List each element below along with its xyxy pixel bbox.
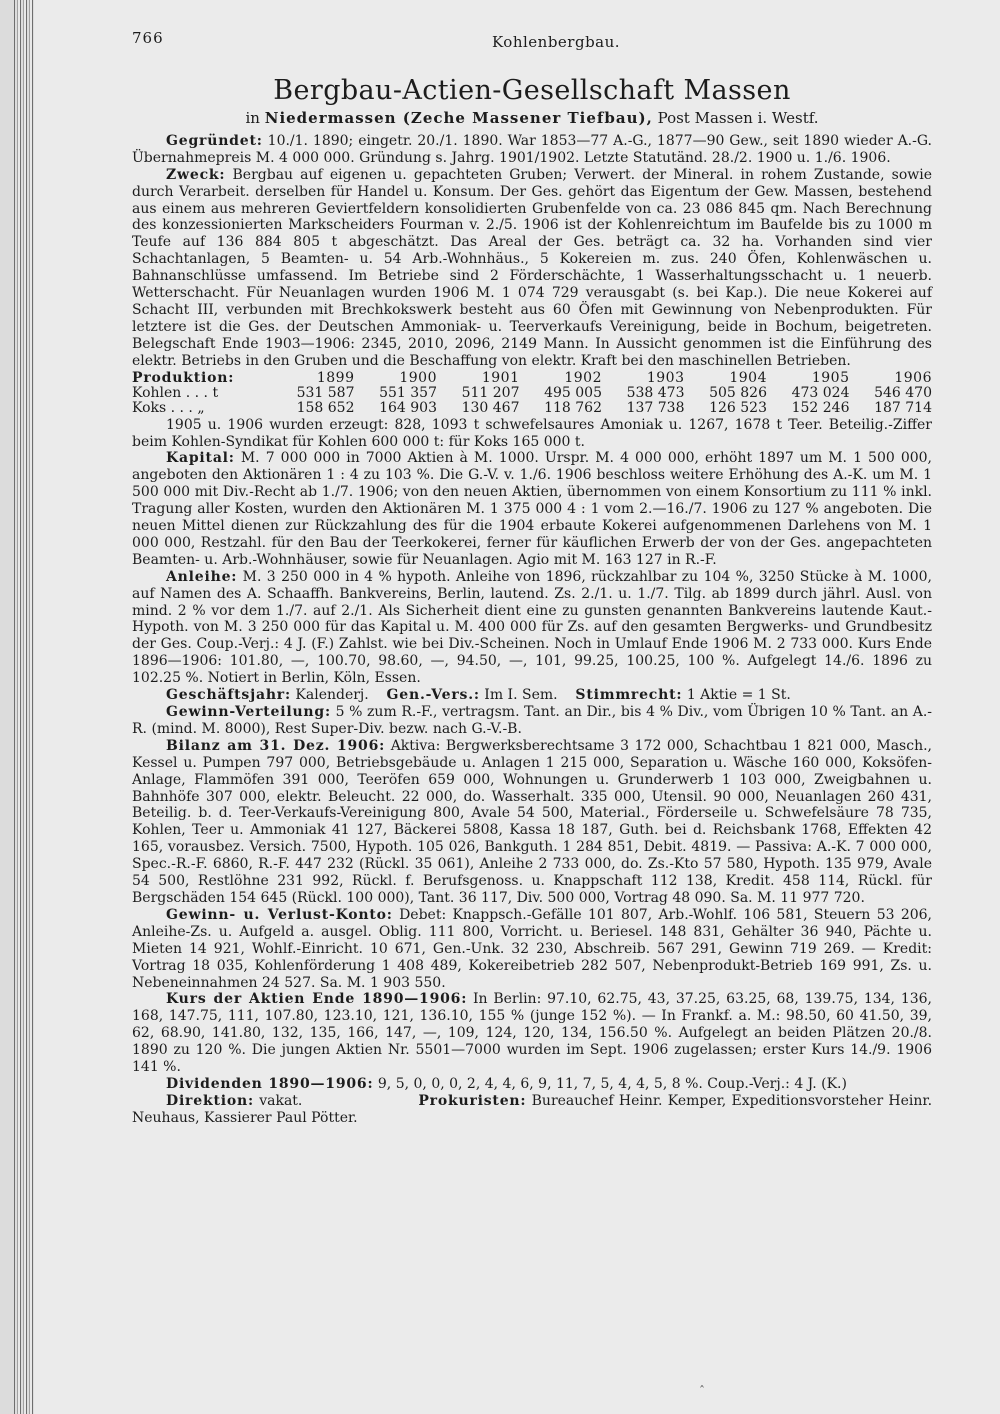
company-title: Bergbau-Actien-Gesellschaft Massen [273,75,791,106]
section-geschaeftsjahr [132,687,932,704]
table-cell: 130 467 [461,399,520,416]
year-cell: 1904 [729,369,767,386]
table-cell: 137 738 [626,399,685,416]
year-cell: 1905 [811,369,850,386]
text-direktion: vakat. [259,1092,303,1109]
label-stimmrecht: Stimmrecht: [575,687,683,704]
table-row [132,386,932,401]
text-zweck: Bergbau auf eigenen u. gepachteten Gruben; Verwert. der Mineral. in rohem Zustande, sowie durch Verarbeit. derselben für Handel u. Konsum. Der Ges. gehört das Eigentum der Gew. Massen, bestehend aus einem aus mehreren Geviertfeldern konsolidierten Grubenfelde von ca. 23 086 845 qm. Nach Berechnung des konzessionierten Markscheiders Fourman v. 2./5. 1906 ist der Kohlenreichtum im Baufelde bis zu 1000 m Teufe auf 136 884 805 t abgeschätzt. Das Areal der Ges. beträgt ca. 32 ha. Vorhanden sind vier Schachtanlagen, 5 Beamten- u. 54 Arb.-Wohnhäus., 5 Kokereien m. zus. 240 Öfen, Kohlenwäschen u. Bahnanschlüsse umfassend. Im Betriebe sind 2 Förderschächte, 1 Wasserhaltungsschacht u. 1 neuerb. Wetterschacht. Für Neuanlagen wurden 1906 M. 1 074 729 verausgabt (s. bei Kap.). Die neue Kokerei auf Schacht III, verbunden mit Brechkokswerk besteht aus 60 Öfen mit Gewinnung von Nebenprodukten. Für letztere ist die Ges. der Deutschen Ammoniak- u. Teerverkaufs Vereinigung, beide in Bochum, beigetreten. Belegschaft Ende 1903—1906: 2345, 2010, 2096, 2149 Mann. In Aussicht genommen ist die Einführung des elektr. Betriebs in den Gruben und die Beschaffung von elektr. Kraft bei den maschinellen Betrieben. [132,166,932,369]
year-cell: 1903 [646,369,685,386]
label-kurse: Kurs der Aktien Ende 1890—1906: [166,991,468,1008]
year-cell: 1901 [481,369,520,386]
binding-edge [14,0,34,1414]
label-produktion: Produktion: [132,369,235,386]
label-kapital: Kapital: [166,450,235,467]
year-cell: 1902 [564,369,602,386]
label-bilanz: Bilanz am 31. Dez. 1906: [166,737,386,754]
label-gewinnkonto: Gewinn- u. Verlust-Konto: [166,906,393,923]
section-kapital [132,450,932,568]
section-direktion [132,1093,932,1127]
year-cell: 1899 [316,369,355,386]
label-gewinnverteilung: Gewinn-Verteilung: [166,704,331,720]
row-label: Koks . . . „ [132,399,205,416]
section-kurse [132,991,932,1076]
table-row [132,401,932,416]
page-number: 766 [132,29,164,47]
year-cell: 1900 [399,369,437,386]
text-gegruendet: 10./1. 1890; eingetr. 20./1. 1890. War 1853—77 A.-G., 1877—90 Gew., seit 1890 wieder A.-G. Übernahmepreis M. 4 000 000. Gründung s. Jahrg. 1901/1902. Letzte Statutänd. 28./2. 1900 u. 1./6. 1906. [132,132,932,166]
table-cell: 158 652 [296,399,355,416]
label-prokuristen: Prokuristen: [418,1092,527,1109]
label-anleihe: Anleihe: [166,568,238,585]
text-prokuristen: Bureauchef Heinr. Kemper, Expeditionsvorsteher Heinr. Neuhaus, Kassierer Paul Pötter. [132,1092,933,1126]
text-dividenden: 9, 5, 0, 0, 0, 2, 4, 4, 6, 9, 11, 7, 5, 4, 4, 5, 8 %. Coup.-Verj.: 4 J. (K.) [377,1075,847,1092]
subtitle-name: Niedermassen (Zeche Massener Tiefbau), [264,109,653,127]
production-label-cell [132,371,272,386]
section-dividenden [132,1076,932,1093]
text-gewinnverteilung: 5 % zum R.-F., vertragsm. Tant. an Dir., bis 4 % Div., vom Übrigen 10 % Tant. an A.-R. (mind. M. 8000), Rest Super-Div. bezw. nach G.-V.-B. [132,704,932,737]
table-cell: 118 762 [544,399,602,416]
scan-speck: ˆ [699,1384,705,1398]
label-direktion: Direktion: [166,1092,254,1109]
page-header [132,26,932,56]
section-gegruendet [132,133,932,167]
table-cell: 511 207 [461,384,520,401]
table-cell: 473 024 [791,384,850,401]
year-cell: 1906 [894,369,932,386]
text-anleihe: M. 3 250 000 in 4 % hypoth. Anleihe von 1896, rückzahlbar zu 104 %, 3250 Stücke à M. 1000, auf Namen des A. Schaaffh. Bankvereins, Berlin, lautend. Zs. 2./1. u. 1./7. Tilg. ab 1899 durch jährl. Ausl. von mind. 2 % vor dem 1./7. auf 2./1. Als Sicherheit dient eine zu gunsten genannten Bankvereins lautende Kaut.-Hypoth. von M. 3 250 000 für das Kapital u. M. 400 000 für Zs. auf den gesamten Bergwerks- und Grundbesitz der Ges. Coup.-Verj.: 4 J. (F.) Zahlst. wie bei Div.-Scheinen. Noch in Umlauf Ende 1906 M. 2 733 000. Kurs Ende 1896—1906: 101.80, —, 100.70, 98.60, —, 94.50, —, 101, 99.25, 100.25, 100 %. Aufgelegt 14./6. 1896 zu 102.25 %. Notiert in Berlin, Köln, Essen. [132,568,932,687]
production-header-row [132,371,932,386]
label-geschaeftsjahr: Geschäftsjahr: [166,687,291,704]
section-gewinnkonto [132,907,932,992]
section-zweck [132,167,932,370]
section-gewinnverteilung [132,704,932,738]
section-anleihe [132,569,932,687]
row-label: Kohlen . . . t [132,384,219,401]
table-cell: 546 470 [874,384,932,401]
scanned-page [14,0,1000,1414]
text-gewinnkonto: Debet: Knappsch.-Gefälle 101 807, Arb.-Wohlf. 106 581, Steuern 53 206, Anleihe-Zs. u. Aufgeld a. ausgel. Oblig. 111 800, Vorricht. u. Beriesel. 148 831, Gehälter 36 940, Pächte u. Mieten 14 921, Wohlf.-Einricht. 10 671, Gen.-Unk. 32 230, Abschreib. 567 291, Gewinn 719 269. — Kredit: Vortrag 18 035, Kohlenförderung 1 408 489, Kokereibetrieb 282 507, Nebenprodukt-Betrieb 169 991, Zs. u. Nebeneinnahmen 24 527. Sa. M. 1 903 550. [132,906,932,991]
table-cell: 152 246 [791,399,850,416]
running-head: Kohlenbergbau. [492,33,621,51]
text-kurse: In Berlin: 97.10, 62.75, 43, 37.25, 63.25, 68, 139.75, 134, 136, 168, 147.75, 111, 107.80, 123.10, 121, 136.10, 155 % (junge 152 %). — In Frankf. a. M.: 98.50, 60 41.50, 39, 62, 68.90, 141.80, 132, 135, 166, 147, —, 109, 124, 120, 134, 156.50 %. Aufgelegt an beiden Plätzen 20./8. 1890 zu 120 %. Die jungen Aktien Nr. 5501—7000 wurden im Sept. 1906 zugelassen; erster Kurs 14./9. 1906 141 %. [132,991,932,1076]
table-cell: 495 005 [544,384,602,401]
text-kapital: M. 7 000 000 in 7000 Aktien à M. 1000. Urspr. M. 4 000 000, erhöht 1897 um M. 1 500 000, angeboten den Aktionären 1 : 4 zu 103 %. Die G.-V. v. 1./6. 1906 beschloss weitere Erhöhung des A.-K. um M. 1 500 000 mit Div.-Recht ab 1./7. 1906; von den neuen Aktien, übernommen von einem Konsortium zu 111 % inkl. Tragung aller Kosten, wurden den Aktionären M. 1 375 000 4 : 1 vom 2.—16./7. 1906 zu 127 % angeboten. Die neuen Mittel dienen zur Rückzahlung des für die 1904 erbaute Kokerei aufgenommenen Darlehens von M. 1 000 000, Restzahl. für den Bau der Teerkokerei, ferner für käuflichen Erwerb der von der Ges. angepachteten Beamten- u. Arb.-Wohnhäuser, sowie für Neuanlagen. Agio mit M. 163 127 in R.-F. [132,450,932,568]
text-bilanz: Aktiva: Bergwerksberechtsame 3 172 000, Schachtbau 1 821 000, Masch., Kessel u. Pumpen 797 000, Betriebsgebäude u. Anlagen 1 215 000, Separation u. Wäsche 160 000, Koksöfen-Anlage, Flammöfen 391 000, Teeröfen 659 000, Wohnungen u. Grunderwerb 1 103 000, Zweigbahnen u. Bahnhöfe 307 000, elektr. Beleucht. 22 000, do. Wasserhalt. 335 000, Utensil. 90 000, Neuanlagen 260 431, Beteilig. b. d. Teer-Verkaufs-Vereinigung 800, Avale 54 500, Material., Förderseile u. Schwefelsäure 78 735, Kohlen, Teer u. Ammoniak 41 127, Bäckerei 5808, Kassa 18 187, Guth. bei d. Reichsbank 1768, Effekten 42 165, vorausbez. Versich. 7500, Hypoth. 105 026, Bankguth. 1 284 851, Debit. 4819. — Passiva: A.-K. 7 000 000, Spec.-R.-F. 6860, R.-F. 447 232 (Rückl. 35 061), Anleihe 2 733 000, do. Zs.-Kto 57 580, Hypoth. 135 979, Avale 54 500, Restlöhne 231 992, Rückl. f. Berufsgenoss. u. Knappschaft 112 138, Kredit. 458 114, Rückl. für Bergschäden 154 645 (Rückl. 100 000), Tant. 36 117, Div. 500 000, Vortrag 48 090. Sa. M. 11 977 720. [132,737,932,906]
page-content [132,26,932,1127]
text-geschaeftsjahr: Kalenderj. [295,687,369,704]
table-cell: 551 357 [379,384,437,401]
subtitle-post: Post Massen i. Westf. [657,109,819,127]
text-gen-vers: Im I. Sem. [484,687,558,704]
subtitle-prefix: in [245,109,260,127]
table-cell: 538 473 [626,384,685,401]
table-cell: 126 523 [709,399,767,416]
label-zweck: Zweck: [166,166,226,183]
table-cell: 187 714 [874,399,932,416]
label-gen-vers: Gen.-Vers.: [386,687,480,704]
label-dividenden: Dividenden 1890—1906: [166,1075,374,1092]
table-cell: 531 587 [296,384,355,401]
text-stimmrecht: 1 Aktie = 1 St. [686,687,791,704]
production-table [132,371,932,416]
table-cell: 505 826 [709,384,767,401]
label-gegruendet: Gegründet: [166,132,263,149]
table-cell: 164 903 [379,399,437,416]
company-subtitle [132,110,932,127]
production-note: 1905 u. 1906 wurden erzeugt: 828, 1093 t schwefelsaures Amoniak u. 1267, 1678 t Teer. Beteilig.-Ziffer beim Kohlen-Syndikat für Kohlen 600 000 t: für Koks 165 000 t. [132,416,932,450]
section-bilanz [132,738,932,907]
